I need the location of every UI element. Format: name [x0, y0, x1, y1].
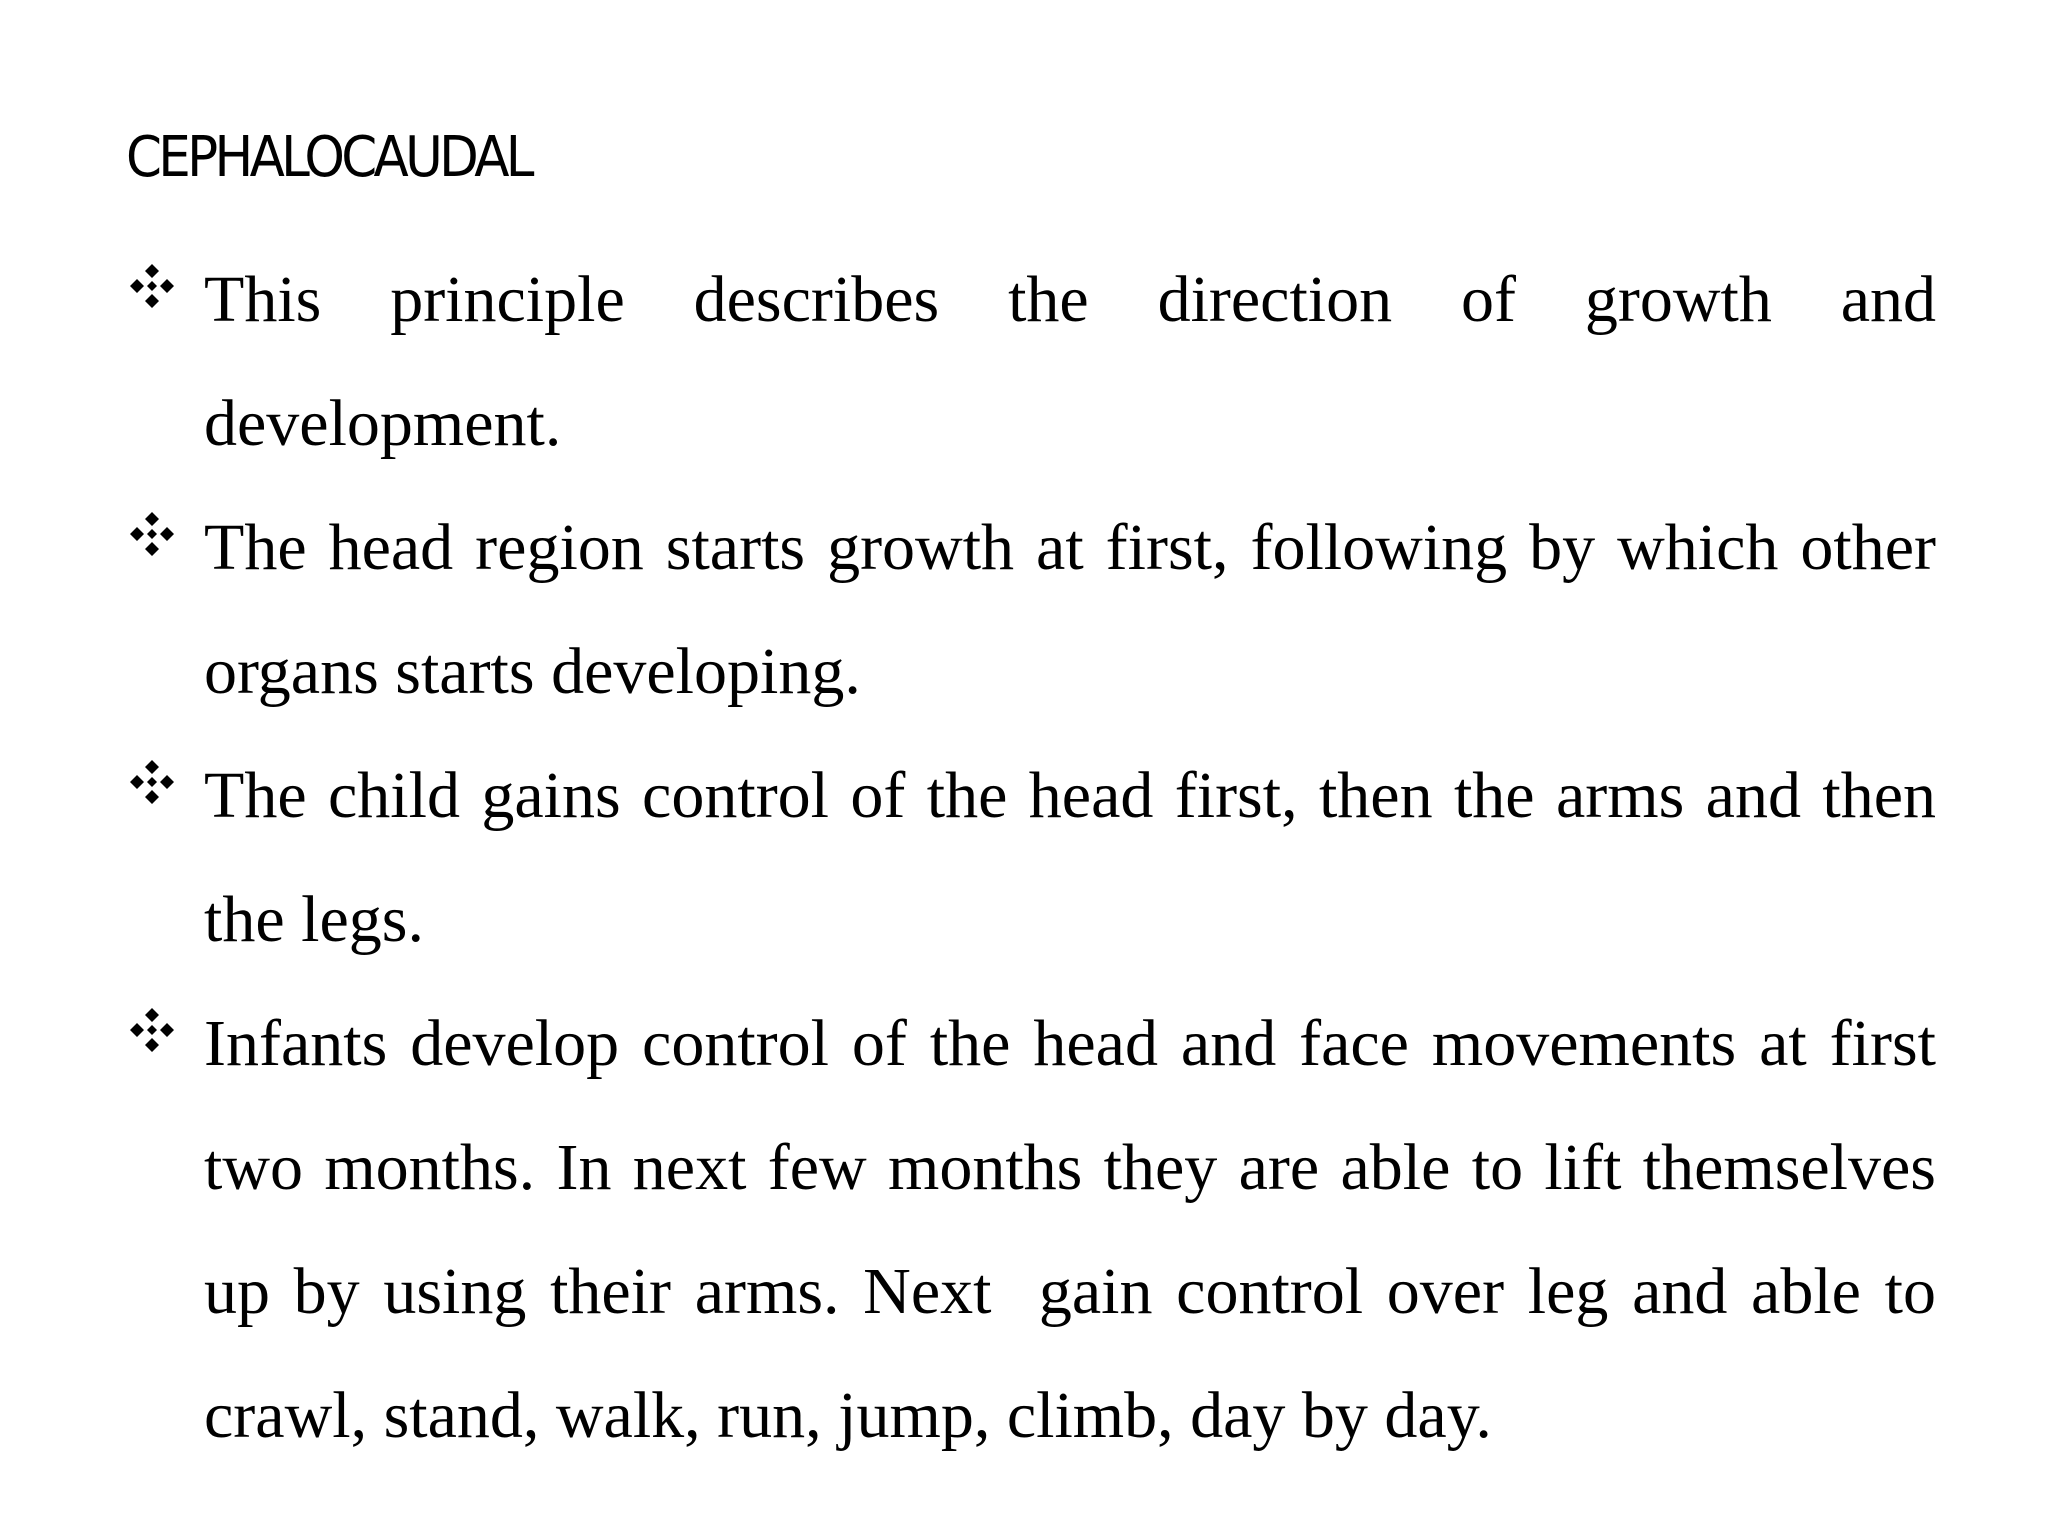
four-diamond-bullet-icon	[126, 756, 178, 808]
four-diamond-bullet-icon	[126, 260, 178, 312]
list-item	[126, 238, 1953, 486]
list-item	[126, 982, 1953, 1478]
bullet-text: This principle describes the direction of growth and development.	[204, 263, 1953, 460]
bullet-text: Infants develop control of the head and face movements at first two months. In next few months they are able to lift themselves up by using their arms. Next gain control over leg and able to crawl, stand, walk, run, jump, climb, day by day.	[204, 1007, 1953, 1452]
four-diamond-bullet-icon	[126, 1004, 178, 1056]
list-item	[126, 734, 1953, 982]
four-diamond-bullet-icon	[126, 508, 178, 560]
bullet-text: The child gains control of the head first, then the arms and then the legs.	[204, 759, 1953, 956]
bullet-text: The head region starts growth at first, following by which other organs starts developing.	[204, 511, 1953, 708]
bullet-list	[126, 238, 1953, 1478]
slide-title: CEPHALOCAUDAL	[126, 125, 531, 190]
list-item	[126, 486, 1953, 734]
